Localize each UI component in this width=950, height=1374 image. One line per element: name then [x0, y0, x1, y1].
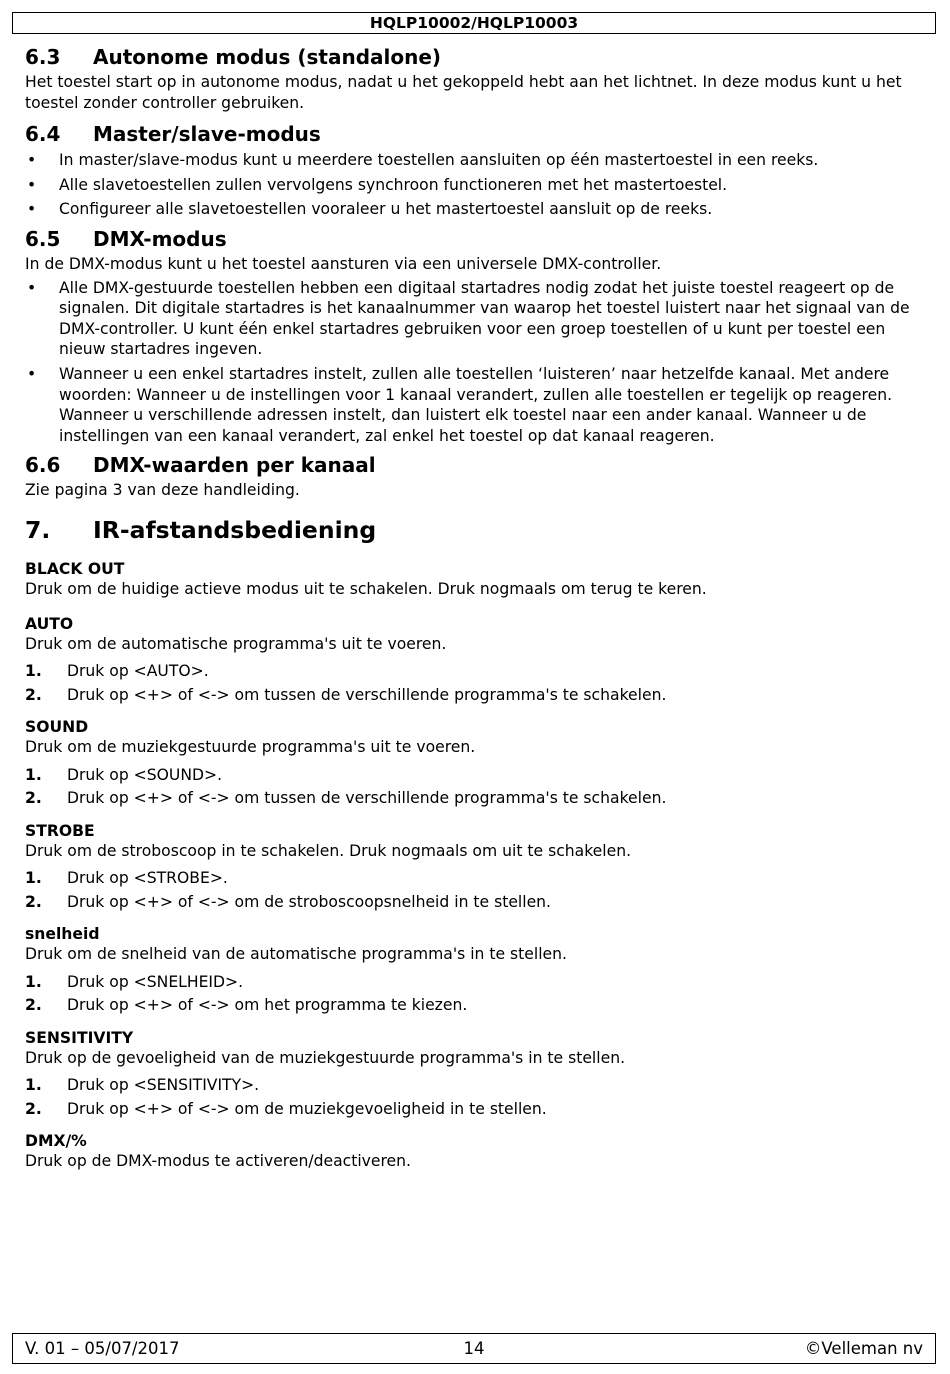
bullet-list — [25, 150, 925, 220]
chapter-heading: 7. IR-afstandsbediening — [25, 515, 377, 544]
step: 1. Druk op <STROBE>. — [25, 869, 228, 888]
page-footer — [12, 1333, 936, 1364]
step: 2. Druk op <+> of <-> om de stroboscoopsnelheid in te stellen. — [25, 892, 552, 911]
remote-item-auto — [25, 614, 925, 708]
section-6-5 — [25, 226, 925, 446]
paragraph: Druk om de snelheid van de automatische programma's in te stellen. — [25, 945, 567, 964]
copyright: ©Velleman nv — [804, 1339, 923, 1358]
page-number: 14 — [463, 1339, 485, 1358]
paragraph: Zie pagina 3 van deze handleiding. — [25, 481, 300, 500]
step: 2. Druk op <+> of <-> om tussen de verschillende programma's te schakelen. — [25, 685, 667, 704]
paragraph: Druk om de stroboscoop in te schakelen. Druk nogmaals om uit te schakelen. — [25, 841, 632, 860]
paragraph: Het toestel start op in autonome modus, nadat u het gekoppeld hebt aan het lichtnet. In deze modus kunt u het toestel zonder controller gebruiken. — [25, 73, 902, 112]
item-heading: BLACK OUT — [25, 559, 125, 578]
remote-item-strobe — [25, 821, 925, 915]
list-item: • Alle DMX-gestuurde toestellen hebben een digitaal startadres nodig zodat het juiste toestel reageert op de signalen. Dit digitale startadres is het kanaalnummer van waarop het toestel luistert naar het signaal van de DMX-controller. U kunt één enkel startadres gebruiken voor een groep toestellen of u kunt per toestel een nieuw startadres ingeven. — [25, 278, 925, 360]
step-list — [25, 660, 925, 707]
step-list — [25, 1074, 925, 1121]
step-list — [25, 867, 925, 914]
section-7 — [25, 515, 925, 1172]
remote-item-sound — [25, 717, 925, 811]
page-header — [12, 12, 936, 34]
item-heading: DMX/% — [25, 1132, 87, 1151]
remote-item-sensitivity — [25, 1028, 925, 1122]
paragraph: Druk op de DMX-modus te activeren/deactiveren. — [25, 1152, 411, 1171]
section-6-6 — [25, 452, 925, 501]
item-heading: SOUND — [25, 718, 89, 737]
bullet-list — [25, 278, 925, 447]
paragraph: In de DMX-modus kunt u het toestel aansturen via een universele DMX-controller. — [25, 254, 662, 273]
remote-item-dmx — [25, 1131, 925, 1172]
paragraph: Druk op de gevoeligheid van de muziekgestuurde programma's in te stellen. — [25, 1048, 626, 1067]
step-list — [25, 764, 925, 811]
list-item: • Wanneer u een enkel startadres instelt, zullen alle toestellen ‘luisteren’ naar hetzelfde kanaal. Met andere woorden: Wanneer u de instellingen voor 1 kanaal verandert, zullen alle toestellen er tegelijk op reageren. Wanneer u verschillende adressen instelt, dan luistert elk toestel naar een ander kanaal. Wanneer u de instellingen van een kanaal verandert, zal enkel het toestel op dat kanaal reageren. — [25, 364, 925, 446]
item-heading: SENSITIVITY — [25, 1028, 134, 1047]
step: 1. Druk op <SOUND>. — [25, 765, 223, 784]
list-item: • Alle slavetoestellen zullen vervolgens synchroon functioneren met het mastertoestel. — [25, 175, 925, 196]
step: 1. Druk op <SENSITIVITY>. — [25, 1076, 260, 1095]
paragraph: Druk om de huidige actieve modus uit te schakelen. Druk nogmaals om terug te keren. — [25, 579, 707, 598]
document-body — [25, 44, 925, 1172]
model-number: HQLP10002/HQLP10003 — [369, 14, 579, 32]
version-date: V. 01 – 05/07/2017 — [25, 1339, 180, 1358]
section-heading: 6.3 Autonome modus (standalone) — [25, 45, 442, 69]
step: 1. Druk op <SNELHEID>. — [25, 972, 244, 991]
section-heading: 6.5 DMX-modus — [25, 226, 227, 251]
section-6-3 — [25, 44, 925, 113]
item-heading: STROBE — [25, 821, 95, 840]
item-heading: snelheid — [25, 925, 100, 944]
step: 1. Druk op <AUTO>. — [25, 662, 209, 681]
section-heading: 6.4 Master/slave-modus — [25, 122, 321, 147]
paragraph: Druk om de muziekgestuurde programma's uit te voeren. — [25, 738, 476, 757]
paragraph: Druk om de automatische programma's uit te voeren. — [25, 634, 447, 653]
section-heading: 6.6 DMX-waarden per kanaal — [25, 453, 376, 478]
step: 2. Druk op <+> of <-> om tussen de verschillende programma's te schakelen. — [25, 789, 667, 808]
remote-item-snelheid — [25, 924, 925, 1018]
list-item: • Configureer alle slavetoestellen vooraleer u het mastertoestel aansluit op de reeks. — [25, 199, 925, 220]
remote-item-blackout — [25, 559, 925, 600]
section-6-4 — [25, 121, 925, 220]
step: 2. Druk op <+> of <-> om het programma te kiezen. — [25, 996, 468, 1015]
step: 2. Druk op <+> of <-> om de muziekgevoeligheid in te stellen. — [25, 1099, 547, 1118]
list-item: • In master/slave-modus kunt u meerdere toestellen aansluiten op één mastertoestel in een reeks. — [25, 150, 925, 171]
step-list — [25, 971, 925, 1018]
item-heading: AUTO — [25, 614, 74, 633]
